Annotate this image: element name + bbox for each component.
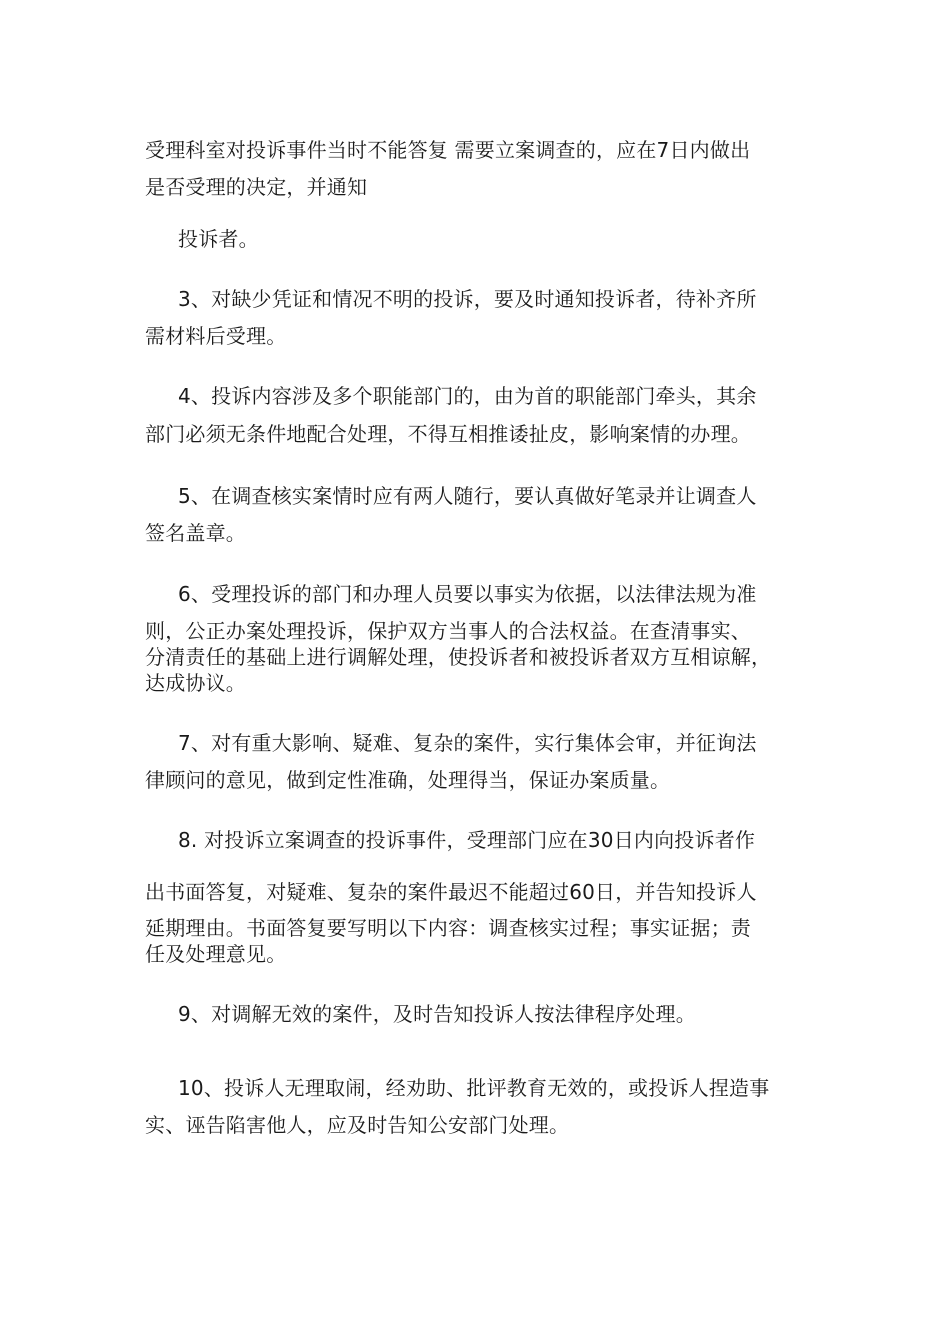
text-line: 任及处理意见。 <box>145 942 287 966</box>
text-line: 出书面答复，对疑难、复杂的案件最迟不能超过60日，并告知投诉人 <box>145 880 757 904</box>
text-line: 3、对缺少凭证和情况不明的投诉，要及时通知投诉者，待补齐所 <box>178 287 757 311</box>
text-line: 部门必须无条件地配合处理，不得互相推诿扯皮，影响案情的办理。 <box>145 422 751 446</box>
text-line: 6、受理投诉的部门和办理人员要以事实为依据，以法律法规为准 <box>178 582 757 606</box>
text-line: 7、对有重大影响、疑难、复杂的案件，实行集体会审，并征询法 <box>178 731 757 755</box>
text-line: 实、诬告陷害他人，应及时告知公安部门处理。 <box>145 1113 570 1137</box>
text-line: 则，公正办案处理投诉，保护双方当事人的合法权益。在查清事实、 <box>145 619 751 643</box>
text-line: 是否受理的决定，并通知 <box>145 175 368 199</box>
text-line: 5、在调查核实案情时应有两人随行，要认真做好笔录并让调查人 <box>178 484 757 508</box>
text-line: 8. 对投诉立案调查的投诉事件，受理部门应在30日内向投诉者作 <box>178 828 756 852</box>
text-line: 延期理由。书面答复要写明以下内容：调查核实过程；事实证据；责 <box>145 916 751 940</box>
text-line: 达成协议。 <box>145 671 246 695</box>
text-line: 9、对调解无效的案件，及时告知投诉人按法律程序处理。 <box>178 1002 696 1026</box>
text-line: 需材料后受理。 <box>145 324 287 348</box>
text-line: 受理科室对投诉事件当时不能答复 需要立案调查的，应在7日内做出 <box>145 138 751 162</box>
text-line: 签名盖章。 <box>145 521 246 545</box>
text-line: 10、投诉人无理取闹，经劝助、批评教育无效的，或投诉人捏造事 <box>178 1076 770 1100</box>
text-line: 分清责任的基础上进行调解处理，使投诉者和被投诉者双方互相谅解， <box>145 645 772 669</box>
text-line: 4、投诉内容涉及多个职能部门的，由为首的职能部门牵头，其余 <box>178 384 757 408</box>
text-line: 投诉者。 <box>178 227 259 251</box>
text-line: 律顾问的意见，做到定性准确，处理得当，保证办案质量。 <box>145 768 671 792</box>
